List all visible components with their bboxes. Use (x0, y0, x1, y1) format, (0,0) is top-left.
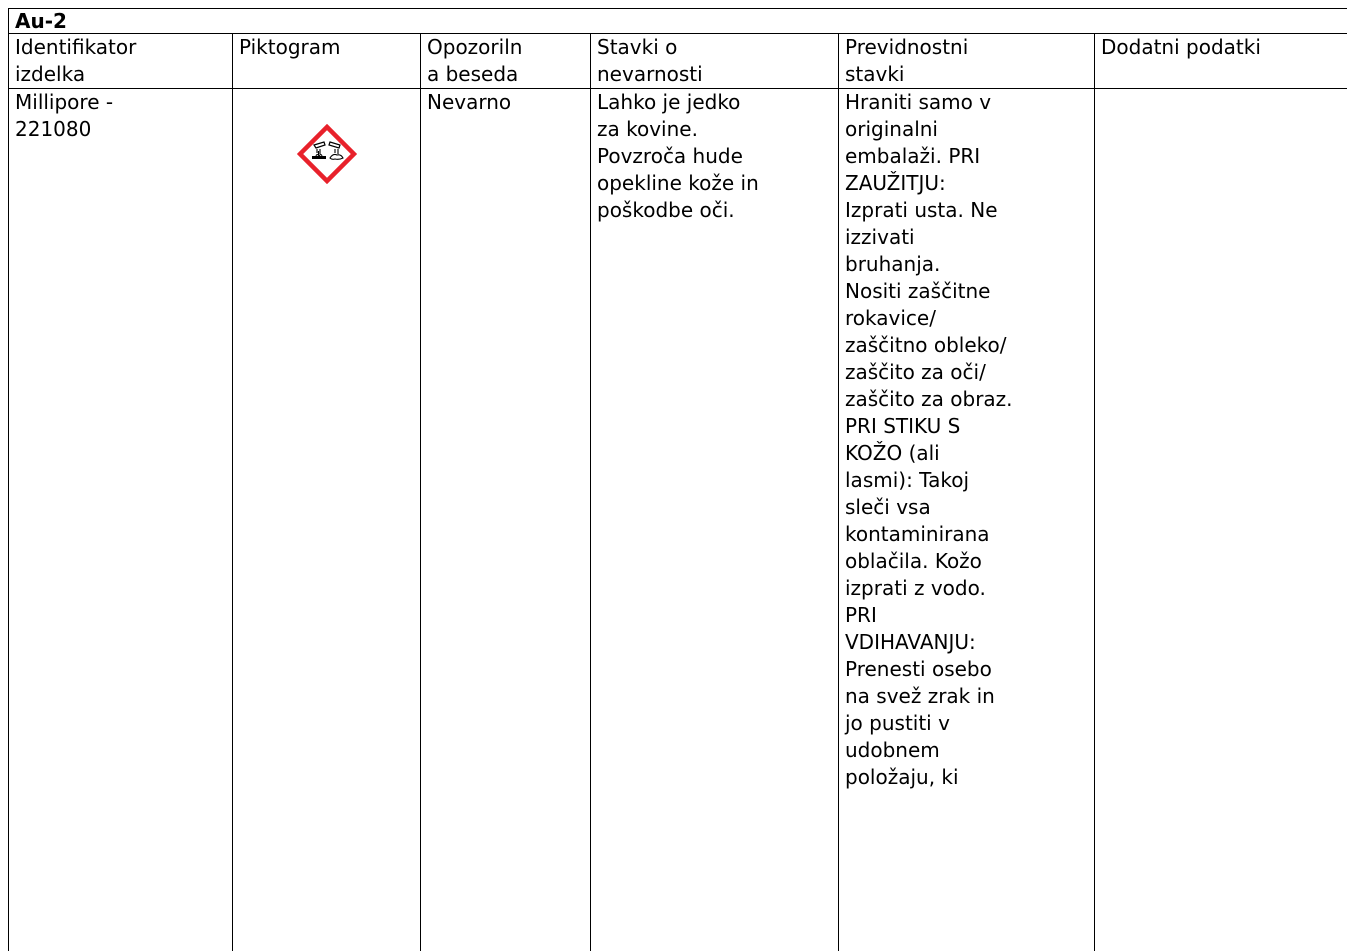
column-header-additional-information: Dodatni podatki (1095, 34, 1347, 89)
pictogram-diamond-border (300, 127, 354, 181)
table-row (9, 89, 1347, 951)
column-header-product-identifier: Identifikator izdelka (9, 34, 233, 89)
column-header-signal-word: Opozoriln a beseda (421, 34, 591, 89)
column-header-hazard-statements: Stavki o nevarnosti (591, 34, 839, 89)
hazard-statements-cell: Lahko je jedko za kovine. Povzroča hude opekline kože in poškodbe oči. (591, 89, 839, 951)
precautionary-statements-cell: Hraniti samo v originalni embalaži. PRI ZAUŽITJU: Izprati usta. Ne izzivati bruhanja. Nositi zaščitne rokavice/ zaščitno obleko/ zaščito za oči/ zaščito za obraz. PRI STIKU S KOŽO (ali lasmi): Takoj sleči vsa kontaminirana oblačila. Kožo izprati z vodo. PRI VDIHAVANJU: Prenesti osebo na svež zrak in jo pustiti v udobnem položaju, ki (839, 89, 1095, 951)
pictogram-cell (233, 89, 421, 951)
hazard-label-table (8, 8, 1347, 951)
table-header-row (9, 34, 1347, 89)
product-identifier-cell: Millipore - 221080 (9, 89, 233, 951)
additional-information-cell (1095, 89, 1347, 951)
section-title-row (9, 9, 1347, 34)
column-header-pictogram: Piktogram (233, 34, 421, 89)
column-header-precautionary-statements: Previdnostni stavki (839, 34, 1095, 89)
ghs-corrosion-pictogram-icon (297, 124, 357, 184)
signal-word-cell: Nevarno (421, 89, 591, 951)
section-title: Au-2 (9, 9, 1347, 34)
